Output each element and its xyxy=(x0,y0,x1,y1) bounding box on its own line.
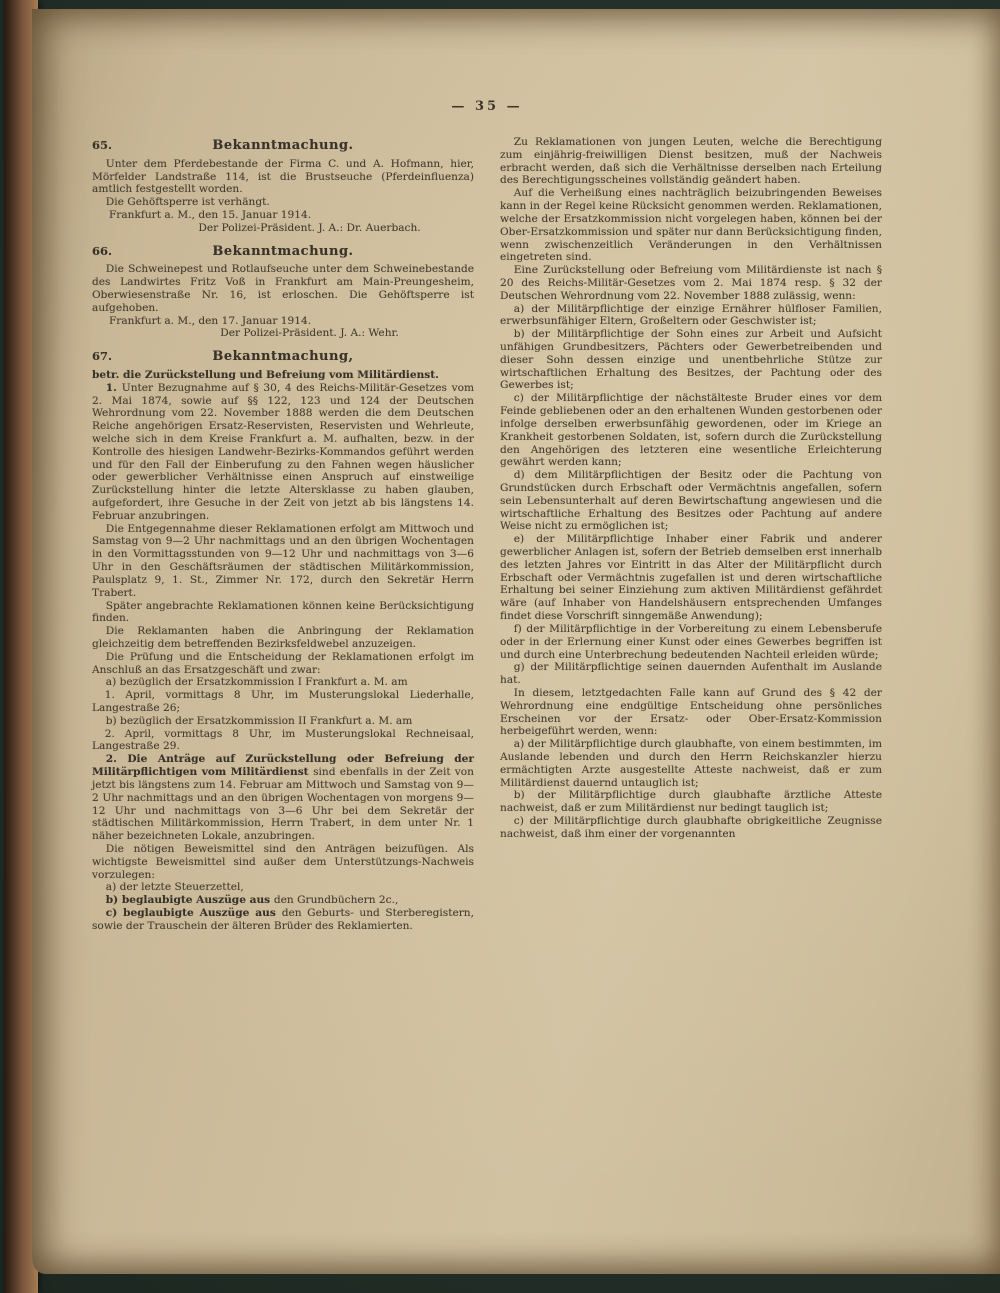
list-item: f) der Militärpflichtige in der Vorbereitung zu einem Lebensberufe oder in der Erlernung einer Kunst oder eines Gewerbes begriffen ist und durch eine Unterbrechung bedeutenden Nachteil erleiden würde; xyxy=(500,622,882,661)
list-item: c) der Militärpflichtige durch glaubhafte obrigkeitliche Zeugnisse nachweist, daß ihm einer der vorgenannten xyxy=(500,815,882,840)
bold-lead: c) beglaubigte Auszüge aus xyxy=(105,907,282,920)
list-item: g) der Militärpflichtige seinen dauernden Aufenthalt im Auslande hat. xyxy=(500,661,882,687)
paragraph: Die Schweinepest und Rotlaufseuche unter dem Schweinebestande des Landwirtes Fritz Voß in Frankfurt am Main-Preungesheim, Oberwiesenstraße Nr. 16, ist erloschen. Die Gehöftsperre ist aufgehoben. xyxy=(92,263,474,314)
notice-heading xyxy=(92,138,474,154)
sub-list-item: 1. April, vormittags 8 Uhr, im Musterungslokal Liederhalle, Langestraße 26; xyxy=(92,689,474,715)
notice-title: Bekanntmachung. xyxy=(212,243,354,259)
notice-number: 66. xyxy=(92,243,113,258)
signature-line: Der Polizei-Präsident. J. A.: Dr. Auerbach. xyxy=(198,221,421,234)
notice-number: 65. xyxy=(92,138,113,152)
notice-subtitle: betr. die Zurückstellung und Befreiung vom Militärdienst. xyxy=(92,368,439,381)
list-item: a) der Militärpflichtige durch glaubhafte, von einem bestimmten, im Auslande lebenden und durch den Herrn Reichskanzler hierzu ermächtigten Arzte ausgestellte Atteste nachweist, daß er zum Militärdienst dauernd untauglich ist; xyxy=(500,738,882,789)
paragraph: Zu Reklamationen von jungen Leuten, welche die Berechtigung zum einjährig-freiwilligen Dienst besitzen, muß der Nachweis erbracht werden, daß sich die Verhältnisse derselben nach Erteilung des Berechtigungsscheines vollständig geändert haben. xyxy=(500,136,882,187)
date-line: Frankfurt a. M., den 17. Januar 1914. xyxy=(108,314,312,327)
list-item: c) der Militärpflichtige der nächstälteste Bruder eines vor dem Feinde gebliebenen oder an den erhaltenen Wunden gestorbenen oder infolge derselben erwerbsunfähig gewordenen, oder im Kriege an Krankheit gestorbenen Soldaten, ist, sofern durch die Zurückstellung den Angehörigen des letzteren eine wesentliche Erleichterung gewährt werden kann; xyxy=(500,392,882,469)
notice-number: 67. xyxy=(92,349,113,364)
list-item: d) dem Militärpflichtigen der Besitz oder die Pachtung von Grundstücken durch Erbschaft oder Vermächtnis angefallen, sofern sein Lebensunterhalt auf deren Bewirtschaftung angewiesen und die wirtschaftliche Erhaltung des Besitzes oder Pachtung auf andere Weise nicht zu ermöglichen ist; xyxy=(500,469,882,533)
left-column xyxy=(92,136,474,933)
list-item: b) beglaubigte Auszüge aus den Grundbüchern 2c., xyxy=(105,894,399,907)
notice-title: Bekanntmachung. xyxy=(212,138,354,153)
notice-heading xyxy=(92,349,474,365)
paragraph: Die Prüfung und die Entscheidung der Reklamationen erfolgt im Anschluß an das Ersatzgeschäft und zwar: xyxy=(92,650,474,676)
list-item: b) bezüglich der Ersatzkommission II Frankfurt a. M. am xyxy=(105,714,413,727)
list-item: b) der Militärpflichtige durch glaubhafte ärztliche Atteste nachweist, daß er zum Militärdienst nur bedingt tauglich ist; xyxy=(500,789,882,815)
bold-lead: b) beglaubigte Auszüge aus xyxy=(105,894,274,907)
paragraph: Die Reklamanten haben die Anbringung der Reklamation gleichzeitig dem betreffenden Bezirksfeldwebel anzuzeigen. xyxy=(92,625,474,650)
page-content xyxy=(92,99,882,1244)
paragraph: Eine Zurückstellung oder Befreiung vom Militärdienste ist nach § 20 des Reichs-Militär-Gesetzes vom 2. Mai 1874 resp. § 32 der Deutschen Wehrordnung vom 22. November 1888 zulässig, wenn: xyxy=(500,264,882,302)
page-number: — 35 — xyxy=(451,99,523,114)
date-line: Frankfurt a. M., den 15. Januar 1914. xyxy=(108,208,312,221)
list-item: e) der Militärpflichtige Inhaber einer Fabrik und anderer gewerblicher Anlagen ist, sofern der Betrieb demselben erst innerhalb des letzten Jahres vor Eintritt in das Alter der Militärpflicht durch Erbschaft oder Vermächtnis zugefallen ist und deren wirtschaftliche Erhaltung bei seiner Einziehung zum aktiven Militärdienst gefährdet wäre (auf Inhaber von Handelshäusern entsprechenden Umfanges findet diese Vorschrift sinngemäße Anwendung); xyxy=(500,533,882,623)
list-item: a) der Militärpflichtige der einzige Ernährer hülfloser Familien, erwerbsunfähiger Eltern, Großeltern oder Geschwister ist; xyxy=(500,302,882,328)
paragraph: Die nötigen Beweismittel sind den Anträgen beizufügen. Als wichtigste Beweismittel sind außer dem Unterstützungs-Nachweis vorzulegen: xyxy=(92,842,474,881)
bold-lead: 1. xyxy=(105,381,122,394)
bold-lead: 2. Die Anträge auf Zurückstellung oder Befreiung der Militärpflichtigen vom Militärdienst xyxy=(92,753,474,779)
list-item: b) der Militärpflichtige der Sohn eines zur Arbeit und Aufsicht unfähigen Grundbesitzers, Pächters oder Gewerbetreibenden und dieser Sohn dessen einzige und unentbehrliche Stütze zur wirtschaftlichen Erhaltung des Besitzes, der Pachtung oder des Gewerbes ist; xyxy=(500,328,882,392)
document-page xyxy=(32,9,1000,1274)
paragraph: Die Gehöftsperre ist verhängt. xyxy=(105,196,270,209)
paragraph: Unter dem Pferdebestande der Firma C. und A. Hofmann, hier, Mörfelder Landstraße 114, ist die Brustseuche (Pferdeinfluenza) amtlich festgestellt worden. xyxy=(92,157,474,196)
paragraph: Auf die Verheißung eines nachträglich beizubringenden Beweises kann in der Regel keine Rücksicht genommen werden. Reklamationen, welche der Ersatzkommission nicht vorgelegen haben, können bei der Ober-Ersatzkommission und später nur dann Berücksichtigung finden, wenn zwischenzeitlich Veränderungen in den Verhältnissen eingetreten sind. xyxy=(500,187,882,264)
list-item: c) beglaubigte Auszüge aus den Geburts- und Sterberegistern, sowie der Trauschein der älteren Brüder des Reklamierten. xyxy=(92,907,474,932)
list-item: a) bezüglich der Ersatzkommission I Frankfurt a. M. am xyxy=(105,676,408,689)
notice-heading xyxy=(92,244,474,260)
paragraph: Die Entgegennahme dieser Reklamationen erfolgt am Mittwoch und Samstag von 9—2 Uhr nachmittags und an den übrigen Wochentagen in den Vormittagsstunden von 9—12 Uhr und nachmittags von 3—6 Uhr in den Geschäftsräumen der städtischen Militärkommission, Paulsplatz 9, 1. St., Zimmer Nr. 172, durch den Sekretär Herrn Trabert. xyxy=(92,522,474,599)
paragraph: In diesem, letztgedachten Falle kann auf Grund des § 42 der Wehrordnung eine endgültige Entscheidung ohne persönliches Erscheinen vor der Ersatz- oder Ober-Ersatz-Kommission herbeigeführt werden, wenn: xyxy=(500,686,882,738)
right-column xyxy=(500,136,882,841)
text-columns xyxy=(92,136,882,933)
signature-line: Der Polizei-Präsident. J. A.: Wehr. xyxy=(220,327,399,340)
sub-list-item: 2. April, vormittags 8 Uhr, im Musterungslokal Rechneisaal, Langestraße 29. xyxy=(92,727,474,753)
paragraph: 1. Unter Bezugnahme auf § 30, 4 des Reichs-Militär-Gesetzes vom 2. Mai 1874, sowie auf §§ 122, 123 und 124 der Deutschen Wehrordnung vom 22. November 1888 werden die dem Deutschen Reiche angehörigen Ersatz-Reservisten, Reservisten und Wehrleute, welche sich in dem Kreise Frankfurt a. M. aufhalten, bezw. in der Kontrolle des hiesigen Landwehr-Bezirks-Kommandos geführt werden und für den Fall der Einberufung zu den Fahnen wegen häuslicher oder gewerblicher Verhältnisse einen Anspruch auf einstweilige Zurückstellung hinter die letzte Altersklasse zu haben glauben, aufgefordert, ihre Gesuche in der Zeit von jetzt ab bis längstens 14. Februar anzubringen. xyxy=(92,381,474,522)
notice-title: Bekanntmachung, xyxy=(212,349,354,365)
list-item: a) der letzte Steuerzettel, xyxy=(105,881,244,894)
paragraph: 2. Die Anträge auf Zurückstellung oder Befreiung der Militärpflichtigen vom Militärdienst sind ebenfalls in der Zeit von jetzt bis längstens zum 14. Februar am Mittwoch und Samstag von 9—2 Uhr nachmittags und an den übrigen Wochentagen von morgens 9—12 Uhr und nachmittags von 3—6 Uhr bei dem Sekretär der städtischen Militärkommission, Herrn Trabert, in dem unter Nr. 1 näher bezeichneten Lokale, anzubringen. xyxy=(92,753,474,843)
paragraph: Später angebrachte Reklamationen können keine Berücksichtigung finden. xyxy=(92,599,474,625)
